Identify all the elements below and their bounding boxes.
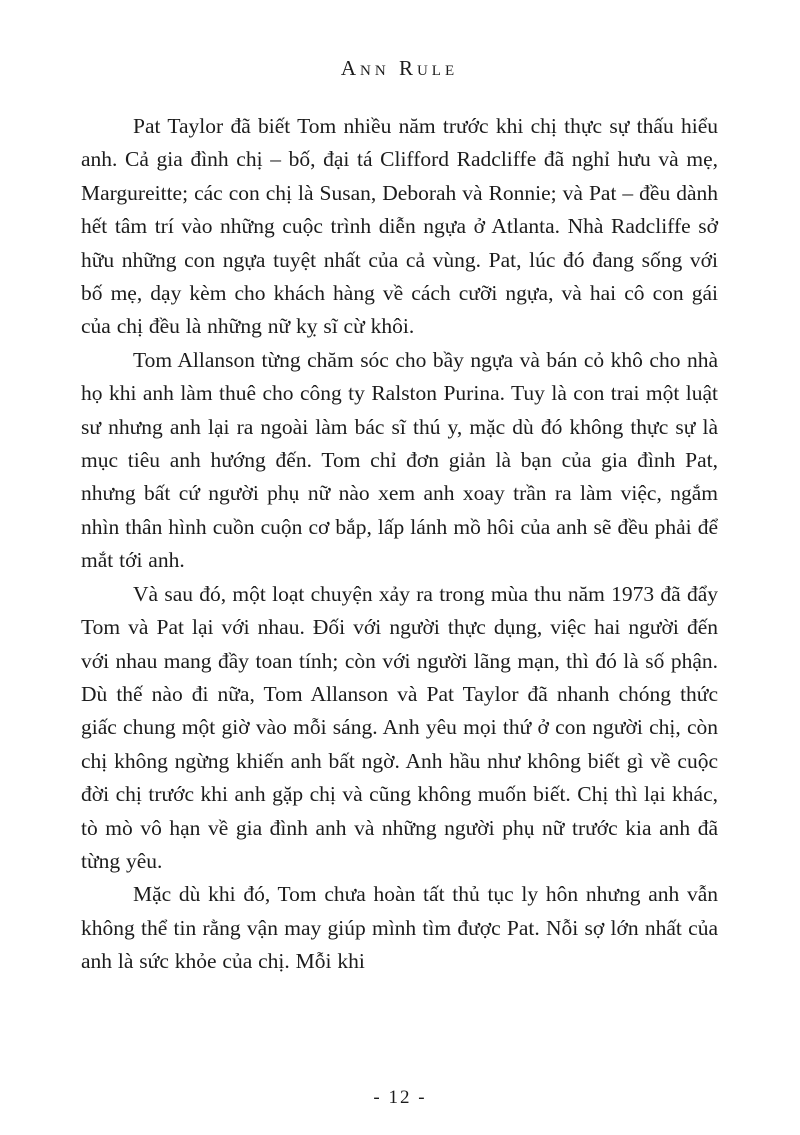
paragraph-4: Mặc dù khi đó, Tom chưa hoàn tất thủ tục ly hôn nhưng anh vẫn không thể tin rằng vận may giúp mình tìm được Pat. Nỗi sợ lớn nhất của anh là sức khỏe của chị. Mỗi khi <box>81 882 718 974</box>
paragraph-1: Pat Taylor đã biết Tom nhiều năm trước khi chị thực sự thấu hiểu anh. Cả gia đình chị – bố, đại tá Clifford Radcliffe đã nghỉ hưu và mẹ, Margureitte; các con chị là Susan, Deborah và Ronnie; và Pat – đều dành hết tâm trí vào những cuộc trình diễn ngựa ở Atlanta. Nhà Radcliffe sở hữu những con ngựa tuyệt nhất của cả vùng. Pat, lúc đó đang sống với bố mẹ, dạy kèm cho khách hàng về cách cưỡi ngựa, và hai cô con gái của chị đều là những nữ kỵ sĩ cừ khôi. <box>81 114 718 339</box>
body-text <box>81 110 718 979</box>
paragraph-2: Tom Allanson từng chăm sóc cho bầy ngựa và bán cỏ khô cho nhà họ khi anh làm thuê cho công ty Ralston Purina. Tuy là con trai một luật sư nhưng anh lại ra ngoài làm bác sĩ thú y, mặc dù đó không thực sự là mục tiêu anh hướng đến. Tom chỉ đơn giản là bạn của gia đình Pat, nhưng bất cứ người phụ nữ nào xem anh xoay trần ra làm việc, ngắm nhìn thân hình cuồn cuộn cơ bắp, lấp lánh mồ hôi của anh sẽ đều phải để mắt tới anh. <box>81 347 718 573</box>
paragraph-3: Và sau đó, một loạt chuyện xảy ra trong mùa thu năm 1973 đã đẩy Tom và Pat lại với nhau. Đối với người thực dụng, việc hai người đến với nhau mang đầy toan tính; còn với người lãng mạn, thì đó là số phận. Dù thế nào đi nữa, Tom Allanson và Pat Taylor đã nhanh chóng thức giấc chung một giờ vào mỗi sáng. Anh yêu mọi thứ ở con người chị, còn chị không ngừng khiến anh bất ngờ. Anh hầu như không biết gì về cuộc đời chị trước khi anh gặp chị và cũng không muốn biết. Chị thì lại khác, tò mò vô hạn về gia đình anh và những người phụ nữ trước kia anh đã từng yêu. <box>81 581 718 873</box>
running-header: Ann Rule <box>340 56 459 80</box>
page-number: - 12 - <box>373 1087 427 1108</box>
